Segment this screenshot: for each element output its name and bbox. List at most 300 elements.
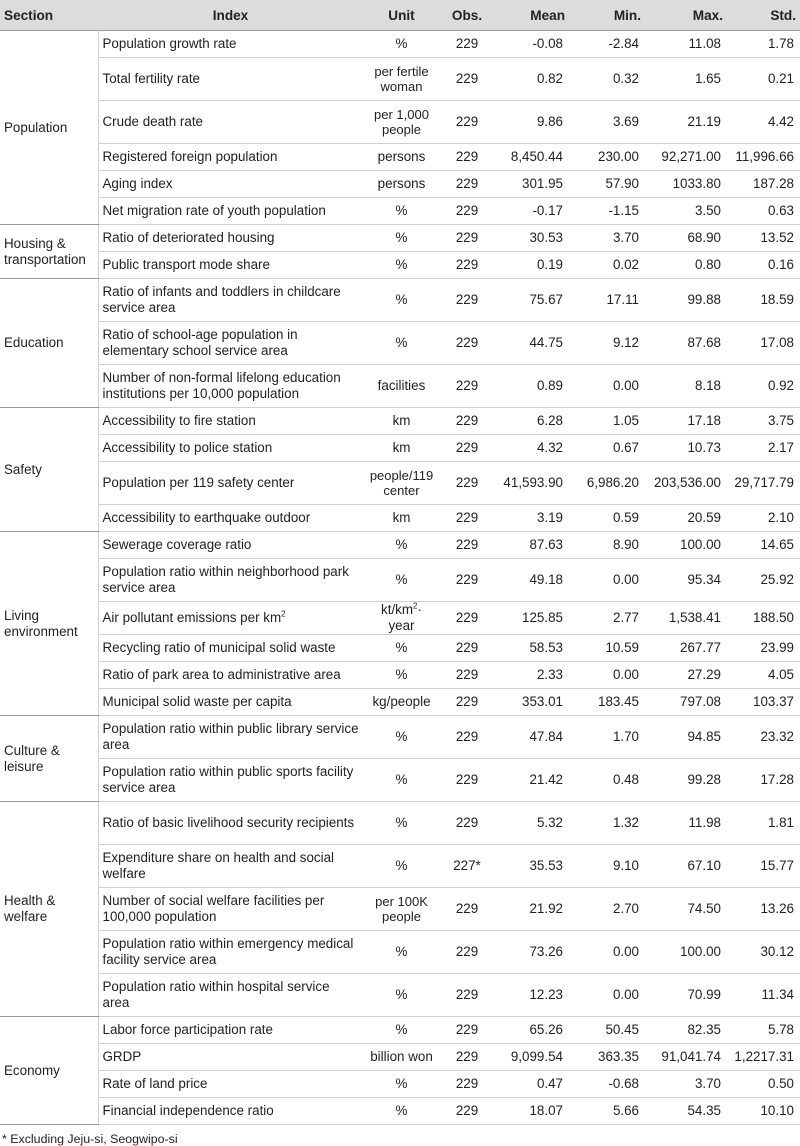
index-cell bbox=[98, 198, 363, 225]
max-cell: 3.50 bbox=[645, 198, 727, 225]
min-cell: -0.68 bbox=[569, 1071, 645, 1098]
min-cell: 363.35 bbox=[569, 1044, 645, 1071]
unit-cell bbox=[363, 31, 440, 58]
unit-cell bbox=[363, 532, 440, 559]
max-cell: 11.08 bbox=[645, 31, 727, 58]
index-cell bbox=[98, 1071, 363, 1098]
std-cell: 1.78 bbox=[727, 31, 800, 58]
min-cell: 230.00 bbox=[569, 144, 645, 171]
table-row bbox=[0, 888, 800, 931]
min-cell: 9.12 bbox=[569, 322, 645, 365]
obs-cell: 229 bbox=[440, 974, 494, 1017]
unit-label: % bbox=[395, 36, 408, 51]
min-cell: 6,986.20 bbox=[569, 462, 645, 505]
std-cell: 11.34 bbox=[727, 974, 800, 1017]
header-mean: Mean bbox=[494, 0, 569, 31]
max-cell: 74.50 bbox=[645, 888, 727, 931]
table-row bbox=[0, 716, 800, 759]
unit-label: persons bbox=[377, 176, 426, 191]
table-row bbox=[0, 532, 800, 559]
unit-cell bbox=[363, 279, 440, 322]
unit-label: % bbox=[395, 858, 408, 873]
min-cell: 0.02 bbox=[569, 252, 645, 279]
mean-cell: 30.53 bbox=[494, 225, 569, 252]
section-name: Culture & leisure bbox=[0, 716, 98, 802]
mean-cell: 12.23 bbox=[494, 974, 569, 1017]
section-name: Population bbox=[0, 31, 98, 225]
unit-label: % bbox=[395, 815, 408, 830]
unit-cell bbox=[363, 1044, 440, 1071]
index-cell bbox=[98, 435, 363, 462]
unit-cell bbox=[363, 689, 440, 716]
max-cell: 20.59 bbox=[645, 505, 727, 532]
obs-cell: 229 bbox=[440, 31, 494, 58]
table-row bbox=[0, 662, 800, 689]
table-row bbox=[0, 689, 800, 716]
std-cell: 10.10 bbox=[727, 1098, 800, 1125]
std-cell: 11,996.66 bbox=[727, 144, 800, 171]
index-cell bbox=[98, 802, 363, 845]
index-cell bbox=[98, 1017, 363, 1044]
obs-cell: 229 bbox=[440, 365, 494, 408]
unit-cell bbox=[363, 505, 440, 532]
obs-cell: 229 bbox=[440, 931, 494, 974]
mean-cell: 6.28 bbox=[494, 408, 569, 435]
index-label: Population ratio within emergency medical facility service area bbox=[102, 936, 354, 967]
footnote: * Excluding Jeju-si, Seogwipo-si bbox=[2, 1132, 178, 1146]
max-cell: 1.65 bbox=[645, 58, 727, 101]
unit-cell bbox=[363, 635, 440, 662]
mean-cell: 87.63 bbox=[494, 532, 569, 559]
obs-cell: 229 bbox=[440, 716, 494, 759]
std-cell: 4.05 bbox=[727, 662, 800, 689]
index-cell bbox=[98, 322, 363, 365]
mean-cell: 125.85 bbox=[494, 602, 569, 635]
index-cell bbox=[98, 689, 363, 716]
index-label: Air pollutant emissions per km bbox=[102, 610, 282, 625]
table-row bbox=[0, 505, 800, 532]
table-row bbox=[0, 759, 800, 802]
table-row bbox=[0, 408, 800, 435]
unit-label: % bbox=[395, 1076, 408, 1091]
obs-cell: 229 bbox=[440, 408, 494, 435]
index-cell bbox=[98, 31, 363, 58]
max-cell: 99.28 bbox=[645, 759, 727, 802]
mean-cell: 41,593.90 bbox=[494, 462, 569, 505]
index-label: Registered foreign population bbox=[102, 149, 278, 164]
index-cell bbox=[98, 559, 363, 602]
unit-label: % bbox=[395, 203, 408, 218]
min-cell: 3.70 bbox=[569, 225, 645, 252]
max-cell: 797.08 bbox=[645, 689, 727, 716]
table-row bbox=[0, 931, 800, 974]
obs-cell: 229 bbox=[440, 802, 494, 845]
std-cell: 2.10 bbox=[727, 505, 800, 532]
obs-cell: 229 bbox=[440, 1071, 494, 1098]
index-label: GRDP bbox=[102, 1049, 142, 1064]
index-label: Municipal solid waste per capita bbox=[102, 694, 292, 709]
mean-cell: -0.08 bbox=[494, 31, 569, 58]
mean-cell: 18.07 bbox=[494, 1098, 569, 1125]
index-cell bbox=[98, 505, 363, 532]
min-cell: 57.90 bbox=[569, 171, 645, 198]
mean-cell: 0.89 bbox=[494, 365, 569, 408]
max-cell: 203,536.00 bbox=[645, 462, 727, 505]
index-label: Population growth rate bbox=[102, 36, 237, 51]
unit-label: % bbox=[395, 729, 408, 744]
std-cell: 13.26 bbox=[727, 888, 800, 931]
max-cell: 92,271.00 bbox=[645, 144, 727, 171]
min-cell: -1.15 bbox=[569, 198, 645, 225]
index-label: Ratio of school-age population in elementary school service area bbox=[102, 327, 298, 358]
unit-label: % bbox=[395, 640, 408, 655]
unit-label: billion won bbox=[370, 1049, 433, 1064]
max-cell: 8.18 bbox=[645, 365, 727, 408]
std-cell: 29,717.79 bbox=[727, 462, 800, 505]
index-label: Ratio of infants and toddlers in childcare service area bbox=[102, 284, 341, 315]
mean-cell: 49.18 bbox=[494, 559, 569, 602]
mean-cell: 35.53 bbox=[494, 845, 569, 888]
min-cell: 1.05 bbox=[569, 408, 645, 435]
std-cell: 25.92 bbox=[727, 559, 800, 602]
std-cell: 188.50 bbox=[727, 602, 800, 635]
max-cell: 11.98 bbox=[645, 802, 727, 845]
min-cell: 0.00 bbox=[569, 662, 645, 689]
std-cell: 3.75 bbox=[727, 408, 800, 435]
unit-label: kg/people bbox=[372, 694, 431, 709]
section-name: Living environment bbox=[0, 532, 98, 716]
max-cell: 21.19 bbox=[645, 101, 727, 144]
unit-label: % bbox=[395, 1022, 408, 1037]
table-row bbox=[0, 31, 800, 58]
unit-cell bbox=[363, 408, 440, 435]
table-row bbox=[0, 974, 800, 1017]
unit-cell bbox=[363, 716, 440, 759]
index-label: Crude death rate bbox=[102, 114, 203, 129]
unit-cell bbox=[363, 888, 440, 931]
unit-label: km bbox=[392, 510, 411, 525]
unit-cell bbox=[363, 1071, 440, 1098]
max-cell: 1033.80 bbox=[645, 171, 727, 198]
unit-label: persons bbox=[377, 149, 426, 164]
obs-cell: 229 bbox=[440, 58, 494, 101]
index-cell bbox=[98, 1098, 363, 1125]
unit-label: % bbox=[395, 230, 408, 245]
unit-cell bbox=[363, 1098, 440, 1125]
section-name: Education bbox=[0, 279, 98, 408]
table-row bbox=[0, 101, 800, 144]
index-cell bbox=[98, 716, 363, 759]
obs-cell: 229 bbox=[440, 462, 494, 505]
unit-label: facilities bbox=[377, 378, 426, 393]
max-cell: 27.29 bbox=[645, 662, 727, 689]
index-cell bbox=[98, 462, 363, 505]
mean-cell: 9.86 bbox=[494, 101, 569, 144]
unit-cell bbox=[363, 144, 440, 171]
header-index: Index bbox=[98, 0, 363, 31]
table-row bbox=[0, 1017, 800, 1044]
mean-cell: 65.26 bbox=[494, 1017, 569, 1044]
unit-cell bbox=[363, 974, 440, 1017]
std-cell: 18.59 bbox=[727, 279, 800, 322]
unit-label: per 1,000 people bbox=[374, 107, 429, 137]
unit-cell bbox=[363, 101, 440, 144]
mean-cell: 21.92 bbox=[494, 888, 569, 931]
unit-label: % bbox=[395, 572, 408, 587]
header-min: Min. bbox=[569, 0, 645, 31]
max-cell: 10.73 bbox=[645, 435, 727, 462]
std-cell: 2.17 bbox=[727, 435, 800, 462]
obs-cell: 229 bbox=[440, 101, 494, 144]
mean-cell: 58.53 bbox=[494, 635, 569, 662]
index-label: Ratio of basic livelihood security recipients bbox=[102, 815, 355, 830]
max-cell: 99.88 bbox=[645, 279, 727, 322]
std-cell: 0.63 bbox=[727, 198, 800, 225]
index-cell bbox=[98, 931, 363, 974]
max-cell: 87.68 bbox=[645, 322, 727, 365]
index-label: Accessibility to earthquake outdoor bbox=[102, 510, 311, 525]
table-row bbox=[0, 435, 800, 462]
header-std: Std. bbox=[727, 0, 800, 31]
mean-cell: 353.01 bbox=[494, 689, 569, 716]
header-unit: Unit bbox=[363, 0, 440, 31]
index-cell bbox=[98, 974, 363, 1017]
index-cell bbox=[98, 144, 363, 171]
max-cell: 0.80 bbox=[645, 252, 727, 279]
table-row bbox=[0, 602, 800, 635]
table-row bbox=[0, 198, 800, 225]
mean-cell: -0.17 bbox=[494, 198, 569, 225]
std-cell: 23.99 bbox=[727, 635, 800, 662]
index-superscript: 2 bbox=[281, 609, 286, 619]
unit-cell bbox=[363, 435, 440, 462]
index-cell bbox=[98, 662, 363, 689]
std-cell: 103.37 bbox=[727, 689, 800, 716]
index-label: Population ratio within neighborhood park service area bbox=[102, 564, 349, 595]
unit-tail: · year bbox=[388, 602, 422, 633]
max-cell: 70.99 bbox=[645, 974, 727, 1017]
obs-cell: 229 bbox=[440, 559, 494, 602]
unit-cell bbox=[363, 225, 440, 252]
index-label: Number of non-formal lifelong education institutions per 10,000 population bbox=[102, 370, 341, 401]
unit-label: % bbox=[395, 944, 408, 959]
obs-cell: 229 bbox=[440, 198, 494, 225]
unit-cell bbox=[363, 252, 440, 279]
index-label: Financial independence ratio bbox=[102, 1103, 274, 1118]
obs-cell: 229 bbox=[440, 759, 494, 802]
obs-cell: 229 bbox=[440, 689, 494, 716]
unit-label: % bbox=[395, 1103, 408, 1118]
unit-cell bbox=[363, 662, 440, 689]
std-cell: 0.16 bbox=[727, 252, 800, 279]
index-cell bbox=[98, 532, 363, 559]
index-label: Recycling ratio of municipal solid waste bbox=[102, 640, 336, 655]
table-row bbox=[0, 365, 800, 408]
max-cell: 82.35 bbox=[645, 1017, 727, 1044]
min-cell: 0.32 bbox=[569, 58, 645, 101]
index-label: Net migration rate of youth population bbox=[102, 203, 326, 218]
unit-label: per fertile woman bbox=[374, 64, 429, 94]
index-label: Public transport mode share bbox=[102, 257, 270, 272]
obs-cell: 229 bbox=[440, 279, 494, 322]
min-cell: 0.00 bbox=[569, 365, 645, 408]
max-cell: 91,041.74 bbox=[645, 1044, 727, 1071]
unit-label: % bbox=[395, 772, 408, 787]
min-cell: 0.48 bbox=[569, 759, 645, 802]
table-row bbox=[0, 462, 800, 505]
std-cell: 17.08 bbox=[727, 322, 800, 365]
index-cell bbox=[98, 279, 363, 322]
unit-cell bbox=[363, 58, 440, 101]
unit-cell bbox=[363, 322, 440, 365]
index-cell bbox=[98, 252, 363, 279]
obs-cell: 229 bbox=[440, 225, 494, 252]
unit-label: % bbox=[395, 987, 408, 1002]
obs-cell: 229 bbox=[440, 602, 494, 635]
unit-cell bbox=[363, 602, 440, 635]
min-cell: 8.90 bbox=[569, 532, 645, 559]
table-row bbox=[0, 635, 800, 662]
std-cell: 14.65 bbox=[727, 532, 800, 559]
table-body bbox=[0, 31, 800, 1125]
mean-cell: 4.32 bbox=[494, 435, 569, 462]
index-label: Total fertility rate bbox=[102, 71, 200, 86]
index-cell bbox=[98, 365, 363, 408]
index-cell bbox=[98, 225, 363, 252]
max-cell: 100.00 bbox=[645, 532, 727, 559]
mean-cell: 0.19 bbox=[494, 252, 569, 279]
index-cell bbox=[98, 101, 363, 144]
unit-label: people/119 center bbox=[369, 468, 434, 498]
index-cell bbox=[98, 171, 363, 198]
index-label: Rate of land price bbox=[102, 1076, 208, 1091]
index-label: Ratio of park area to administrative area bbox=[102, 667, 341, 682]
unit-label: % bbox=[395, 292, 408, 307]
index-label: Population ratio within public sports facility service area bbox=[102, 764, 354, 795]
mean-cell: 5.32 bbox=[494, 802, 569, 845]
min-cell: 1.32 bbox=[569, 802, 645, 845]
std-cell: 1.81 bbox=[727, 802, 800, 845]
index-label: Accessibility to police station bbox=[102, 440, 273, 455]
unit-label: per 100K people bbox=[375, 894, 428, 924]
mean-cell: 2.33 bbox=[494, 662, 569, 689]
index-label: Population per 119 safety center bbox=[102, 475, 295, 490]
min-cell: 1.70 bbox=[569, 716, 645, 759]
table-row bbox=[0, 802, 800, 845]
min-cell: 183.45 bbox=[569, 689, 645, 716]
unit-cell bbox=[363, 365, 440, 408]
obs-cell: 229 bbox=[440, 635, 494, 662]
table-row bbox=[0, 1098, 800, 1125]
obs-cell: 229 bbox=[440, 1044, 494, 1071]
obs-cell: 229 bbox=[440, 252, 494, 279]
index-label: Ratio of deteriorated housing bbox=[102, 230, 275, 245]
obs-cell: 229 bbox=[440, 888, 494, 931]
min-cell: 0.00 bbox=[569, 974, 645, 1017]
unit-cell bbox=[363, 802, 440, 845]
mean-cell: 8,450.44 bbox=[494, 144, 569, 171]
index-label: Expenditure share on health and social welfare bbox=[102, 850, 335, 881]
min-cell: 0.67 bbox=[569, 435, 645, 462]
std-cell: 15.77 bbox=[727, 845, 800, 888]
header-section: Section bbox=[0, 0, 98, 31]
index-cell bbox=[98, 408, 363, 435]
table-row bbox=[0, 279, 800, 322]
std-cell: 23.32 bbox=[727, 716, 800, 759]
obs-cell: 229 bbox=[440, 322, 494, 365]
unit-label: % bbox=[395, 257, 408, 272]
mean-cell: 47.84 bbox=[494, 716, 569, 759]
table-row bbox=[0, 252, 800, 279]
max-cell: 67.10 bbox=[645, 845, 727, 888]
mean-cell: 3.19 bbox=[494, 505, 569, 532]
section-name: Safety bbox=[0, 408, 98, 532]
index-label: Aging index bbox=[102, 176, 173, 191]
obs-cell: 229 bbox=[440, 662, 494, 689]
obs-cell: 229 bbox=[440, 1017, 494, 1044]
unit-label: % bbox=[395, 335, 408, 350]
header-row bbox=[0, 0, 800, 31]
std-cell: 17.28 bbox=[727, 759, 800, 802]
unit-cell bbox=[363, 198, 440, 225]
section-name: Economy bbox=[0, 1017, 98, 1125]
min-cell: 0.00 bbox=[569, 931, 645, 974]
mean-cell: 44.75 bbox=[494, 322, 569, 365]
obs-cell: 229 bbox=[440, 171, 494, 198]
max-cell: 267.77 bbox=[645, 635, 727, 662]
unit-label: km bbox=[392, 413, 411, 428]
mean-cell: 9,099.54 bbox=[494, 1044, 569, 1071]
index-cell bbox=[98, 602, 363, 635]
min-cell: 50.45 bbox=[569, 1017, 645, 1044]
table-row bbox=[0, 171, 800, 198]
section-name: Housing & transportation bbox=[0, 225, 98, 279]
unit-label: % bbox=[395, 537, 408, 552]
std-cell: 4.42 bbox=[727, 101, 800, 144]
mean-cell: 21.42 bbox=[494, 759, 569, 802]
std-cell: 0.21 bbox=[727, 58, 800, 101]
unit-cell bbox=[363, 759, 440, 802]
max-cell: 54.35 bbox=[645, 1098, 727, 1125]
index-cell bbox=[98, 635, 363, 662]
max-cell: 95.34 bbox=[645, 559, 727, 602]
max-cell: 1,538.41 bbox=[645, 602, 727, 635]
min-cell: 0.59 bbox=[569, 505, 645, 532]
max-cell: 100.00 bbox=[645, 931, 727, 974]
index-label: Accessibility to fire station bbox=[102, 413, 256, 428]
max-cell: 94.85 bbox=[645, 716, 727, 759]
index-label: Population ratio within hospital service area bbox=[102, 979, 330, 1010]
min-cell: 10.59 bbox=[569, 635, 645, 662]
unit-cell bbox=[363, 1017, 440, 1044]
max-cell: 3.70 bbox=[645, 1071, 727, 1098]
index-label: Number of social welfare facilities per 100,000 population bbox=[102, 893, 325, 924]
std-cell: 0.50 bbox=[727, 1071, 800, 1098]
table-row bbox=[0, 225, 800, 252]
unit-label: % bbox=[395, 667, 408, 682]
min-cell: 5.66 bbox=[569, 1098, 645, 1125]
index-label: Sewerage coverage ratio bbox=[102, 537, 252, 552]
std-cell: 5.78 bbox=[727, 1017, 800, 1044]
max-cell: 68.90 bbox=[645, 225, 727, 252]
table-row bbox=[0, 845, 800, 888]
std-cell: 13.52 bbox=[727, 225, 800, 252]
obs-cell: 229 bbox=[440, 505, 494, 532]
unit-superscript: 2 bbox=[413, 601, 418, 611]
obs-cell: 229 bbox=[440, 144, 494, 171]
unit-cell bbox=[363, 171, 440, 198]
header-max: Max. bbox=[645, 0, 727, 31]
